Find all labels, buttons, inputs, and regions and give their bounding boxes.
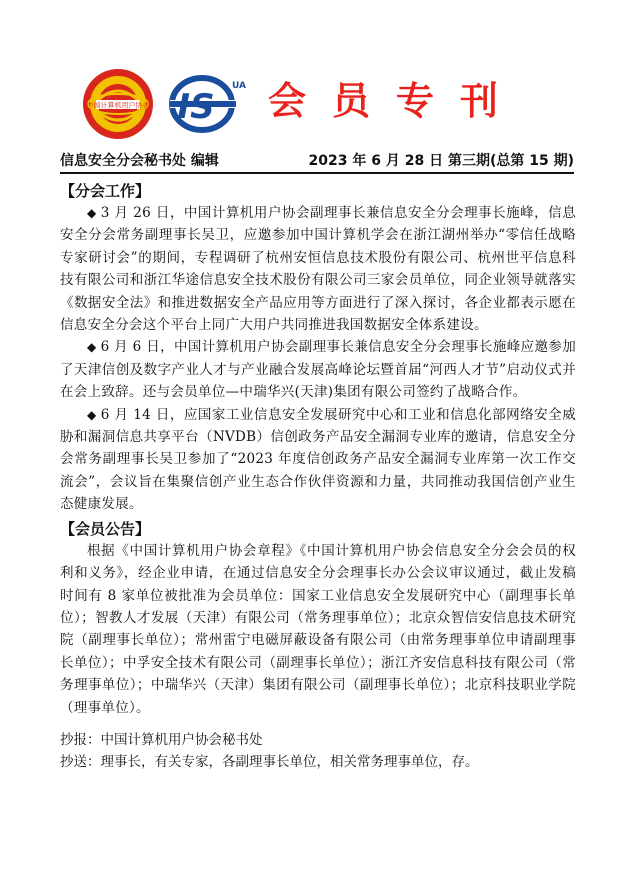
isua-logo (166, 66, 246, 138)
masthead (0, 0, 634, 150)
section-title: 【分会工作】 (60, 182, 151, 200)
svg-text:中国计算机用户协会: 中国计算机用户协会 (86, 101, 150, 110)
cc-report: 抄报：中国计算机用户协会秘书处 (60, 731, 263, 748)
diamond-bullet-icon: ◆ (87, 407, 97, 422)
paragraph: ◆ 6 月 14 日，应国家工业信息安全发展研究中心和工业和信息化部网络安全威胁和漏洞信息共享平台（NVDB）信创政务产品安全漏洞专业库的邀请，信息安全分会常务副理事长吴卫参加了“2023 年度信创政务产品安全漏洞专业库第一次工作交流会”，会议旨在集聚信创产业生态合作伙伴资源和力量，共同推动我国信创产业生态健康发展。 (60, 406, 576, 513)
paragraph: 根据《中国计算机用户协会章程》《中国计算机用户协会信息安全分会会员的权利和义务》，经企业申请，在通过信息安全分会理事长办公会议审议通过，截止发稿时间有 8 家单位被批准为会员单位：国家工业信息安全发展研究中心（副理事长单位）；智教人才发展（天津）有限公司（常务理事单位）；北京众智信安信息技术研究院（副理事长单位）；常州雷宁电磁屏蔽设备有限公司（由常务理事单位申请副理事长单位）；中孚安全技术有限公司（副理事长单位）；浙江齐安信息科技有限公司（常务理事单位）；中瑞华兴（天津）集团有限公司（副理事长单位）；北京科技职业学院（理事单位）。 (60, 542, 576, 716)
svg-text:IS: IS (177, 87, 215, 127)
section-branch-work (60, 180, 576, 516)
page-title: 会员专刊 (268, 79, 525, 123)
paragraph: ◆ 3 月 26 日，中国计算机用户协会副理事长兼信息安全分会理事长施峰，信息安全分会常务副理事长吴卫，应邀参加中国计算机学会在浙江湖州举办“零信任战略专家研讨会”的期间，专程调研了杭州安恒信息技术股份有限公司、杭州世平信息科技有限公司和浙江华途信息安全技术股份有限公司三家会员单位，同企业领导就落实《数据安全法》和推进数据安全产品应用等方面进行了深入探讨，各企业都表示愿在信息安全分会这个平台上同广大用户共同推进我国数据安全体系建设。 (60, 205, 576, 334)
issue-date: 2023 年 6 月 28 日 第三期(总第 15 期) (308, 153, 574, 169)
document-body (60, 178, 576, 773)
diamond-bullet-icon: ◆ (87, 206, 97, 220)
editor-credit: 信息安全分会秘书处 编辑 (60, 153, 219, 169)
edition-line (60, 150, 574, 172)
section-title: 【会员公告】 (60, 519, 151, 538)
cc-send: 抄送：理事长，有关专家，各副理事长单位，相关常务理事单位，存。 (60, 753, 479, 770)
section-member-notice (60, 518, 576, 719)
paragraph: ◆ 6 月 6 日，中国计算机用户协会副理事长兼信息安全分会理事长施峰应邀参加了天津信创及数字产业人才与产业融合发展高峰论坛暨首届“河西人才节”启动仪式并在会上致辞。还与会员单位—中瑞华兴(天津)集团有限公司签约了战略合作。 (60, 339, 577, 401)
distribution-footer (60, 729, 576, 773)
header-divider (60, 172, 574, 174)
user-association-logo (82, 68, 154, 140)
diamond-bullet-icon: ◆ (87, 340, 97, 355)
svg-text:UA: UA (232, 81, 246, 91)
